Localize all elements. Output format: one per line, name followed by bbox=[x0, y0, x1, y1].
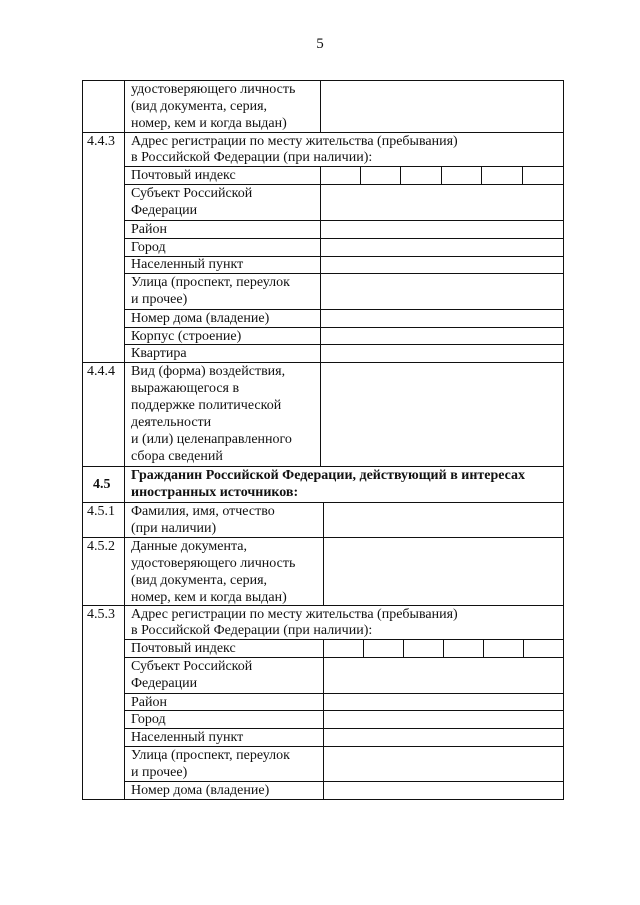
influence-label: сбора сведений bbox=[131, 449, 223, 464]
document-label-line: (вид документа, серия, bbox=[131, 99, 268, 114]
rule bbox=[323, 502, 324, 606]
influence-label: и (или) целенаправленного bbox=[131, 432, 292, 447]
rule bbox=[124, 80, 125, 800]
rule bbox=[320, 166, 321, 363]
address-heading: Адрес регистрации по месту жительства (пребывания) bbox=[131, 607, 458, 622]
rule bbox=[82, 80, 83, 800]
influence-label: Вид (форма) воздействия, bbox=[131, 364, 286, 379]
address-heading: в Российской Федерации (при наличии): bbox=[131, 150, 373, 165]
postal-cell-divider bbox=[360, 166, 361, 184]
influence-label: деятельности bbox=[131, 415, 212, 430]
full-name-label: Фамилия, имя, отчество bbox=[131, 504, 275, 519]
street-label: Улица (проспект, переулок bbox=[131, 748, 290, 763]
rule bbox=[320, 80, 321, 133]
subject-label: Субъект Российской bbox=[131, 659, 253, 674]
street-label: Улица (проспект, переулок bbox=[131, 275, 290, 290]
postal-cell-divider bbox=[522, 166, 523, 184]
city-label: Город bbox=[131, 240, 166, 255]
apartment-label: Квартира bbox=[131, 346, 187, 361]
street-label: и прочее) bbox=[131, 765, 188, 780]
house-label: Номер дома (владение) bbox=[131, 311, 270, 326]
postal-cell-divider bbox=[441, 166, 442, 184]
address-heading: в Российской Федерации (при наличии): bbox=[131, 623, 373, 638]
document-label: (вид документа, серия, bbox=[131, 573, 268, 588]
postal-index-label: Почтовый индекс bbox=[131, 168, 236, 183]
house-label: Номер дома (владение) bbox=[131, 783, 270, 798]
document-label: номер, кем и когда выдан) bbox=[131, 590, 287, 605]
district-label: Район bbox=[131, 695, 167, 710]
street-label: и прочее) bbox=[131, 292, 188, 307]
section-number: 4.5.1 bbox=[87, 504, 115, 519]
postal-cell-divider bbox=[443, 639, 444, 657]
postal-cell-divider bbox=[483, 639, 484, 657]
section-number: 4.4.4 bbox=[87, 364, 115, 379]
section-heading: Гражданин Российской Федерации, действующий в интересах bbox=[131, 468, 526, 483]
postal-index-label: Почтовый индекс bbox=[131, 641, 236, 656]
rule bbox=[124, 238, 563, 239]
postal-cell-divider bbox=[403, 639, 404, 657]
locality-label: Населенный пункт bbox=[131, 257, 244, 272]
rule bbox=[563, 80, 564, 800]
postal-cell-divider bbox=[400, 166, 401, 184]
postal-cell-divider bbox=[481, 166, 482, 184]
document-label: удостоверяющего личность bbox=[131, 556, 296, 571]
document-label-line: удостоверяющего личность bbox=[131, 82, 296, 97]
document-label: Данные документа, bbox=[131, 539, 247, 554]
rule bbox=[124, 710, 563, 711]
subject-label: Федерации bbox=[131, 203, 198, 218]
city-label: Город bbox=[131, 712, 166, 727]
subject-label: Федерации bbox=[131, 676, 198, 691]
rule bbox=[124, 220, 563, 221]
full-name-label: (при наличии) bbox=[131, 521, 217, 536]
locality-label: Населенный пункт bbox=[131, 730, 244, 745]
section-number: 4.5 bbox=[93, 477, 111, 492]
postal-cell-divider bbox=[363, 639, 364, 657]
document-label-line: номер, кем и когда выдан) bbox=[131, 116, 287, 131]
subject-label: Субъект Российской bbox=[131, 186, 253, 201]
section-heading: иностранных источников: bbox=[131, 485, 299, 500]
address-heading: Адрес регистрации по месту жительства (пребывания) bbox=[131, 134, 458, 149]
postal-cell-divider bbox=[523, 639, 524, 657]
rule bbox=[124, 693, 563, 694]
rule bbox=[323, 639, 324, 800]
rule bbox=[320, 362, 321, 467]
district-label: Район bbox=[131, 222, 167, 237]
section-number: 4.5.2 bbox=[87, 539, 115, 554]
page-number: 5 bbox=[316, 36, 324, 52]
section-number: 4.5.3 bbox=[87, 607, 115, 622]
building-label: Корпус (строение) bbox=[131, 329, 242, 344]
influence-label: выражающегося в bbox=[131, 381, 240, 396]
influence-label: поддержке политической bbox=[131, 398, 282, 413]
section-number: 4.4.3 bbox=[87, 134, 115, 149]
